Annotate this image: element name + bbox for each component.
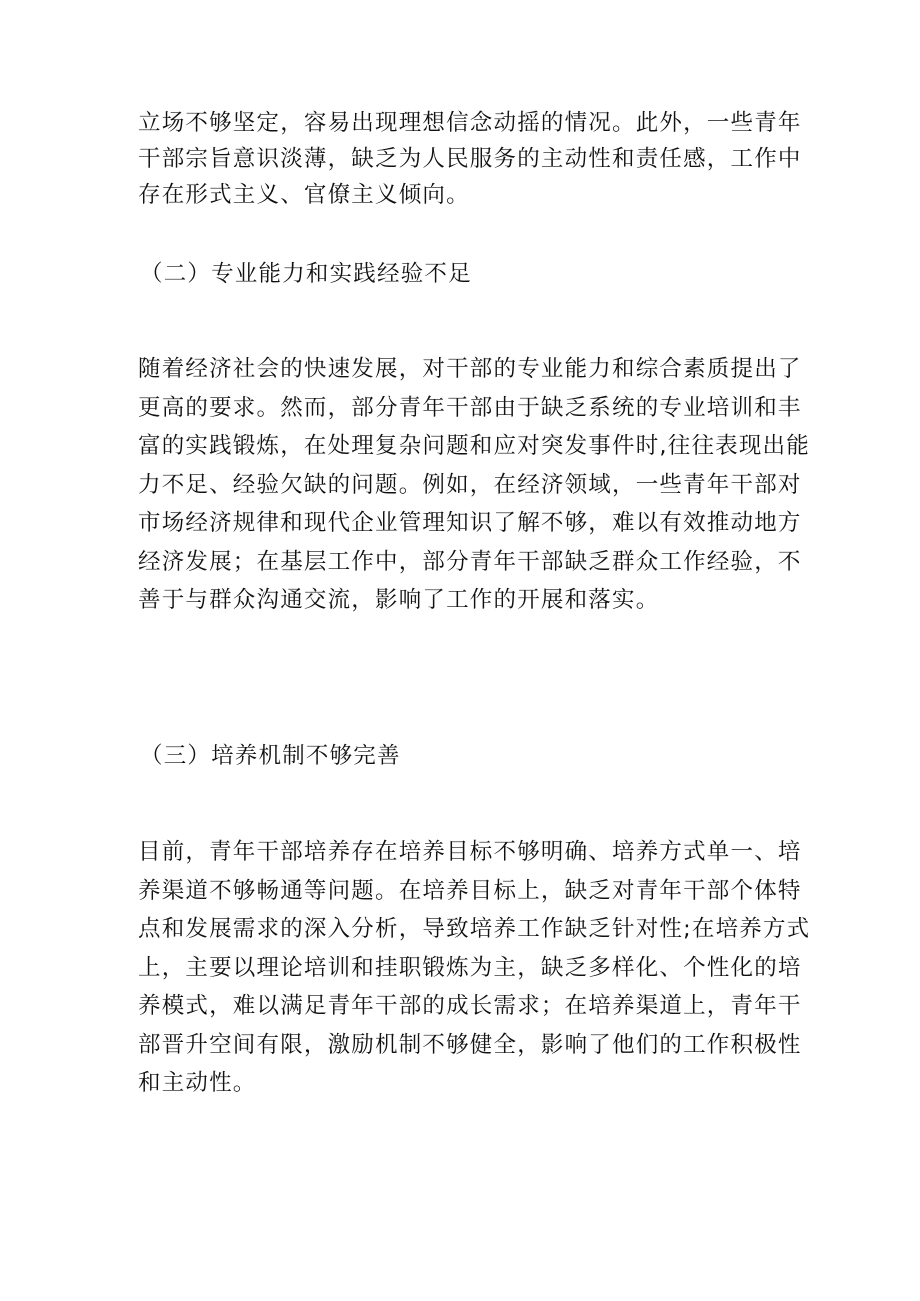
paragraph-3	[138, 833, 810, 1103]
paragraph-line: 善于与群众沟通交流，影响了工作的开展和落实。	[138, 587, 660, 613]
paragraph-line: 和主动性。	[138, 1070, 257, 1096]
paragraph-line: 养渠道不够畅通等问题。在培养目标上，缺乏对青年干部个体特	[138, 877, 802, 904]
section-heading-2: （二）专业能力和实践经验不足	[140, 261, 472, 287]
paragraph-line: 市场经济规律和现代企业管理知识了解不够，难以有效推动地方	[138, 510, 802, 536]
paragraph-line: 干部宗旨意识淡薄，缺乏为人民服务的主动性和责任感，工作中	[138, 146, 802, 172]
paragraph-2	[138, 350, 810, 620]
paragraph-line: 随着经济社会的快速发展，对干部的专业能力和综合素质提出了	[138, 356, 802, 382]
paragraph-line: 更高的要求。然而，部分青年干部由于缺乏系统的专业培训和丰	[138, 394, 802, 421]
paragraph-line: 存在形式主义、官僚主义倾向。	[138, 182, 470, 208]
paragraph-line: 点和发展需求的深入分析，导致培养工作缺乏针对性;在培养方式	[138, 916, 811, 942]
paragraph-line: 部晋升空间有限，激励机制不够健全，影响了他们的工作积极性	[138, 1031, 802, 1058]
paragraph-line: 养模式，难以满足青年干部的成长需求；在培养渠道上，青年干	[138, 993, 802, 1019]
paragraph-line: 立场不够坚定，容易出现理想信念动摇的情况。此外，一些青年	[138, 110, 802, 136]
section-heading-3: （三）培养机制不够完善	[140, 743, 401, 769]
paragraph-line: 上，主要以理论培训和挂职锻炼为主，缺乏多样化、个性化的培	[138, 954, 802, 981]
paragraph-line: 经济发展；在基层工作中，部分青年干部缺乏群众工作经验，不	[138, 548, 802, 575]
paragraph-line: 目前，青年干部培养存在培养目标不够明确、培养方式单一、培	[138, 839, 802, 865]
paragraph-1	[138, 105, 802, 213]
paragraph-line: 富的实践锻炼，在处理复杂问题和应对突发事件时,往往表现出能	[138, 433, 810, 459]
paragraph-line: 力不足、经验欠缺的问题。例如，在经济领域，一些青年干部对	[138, 471, 802, 498]
